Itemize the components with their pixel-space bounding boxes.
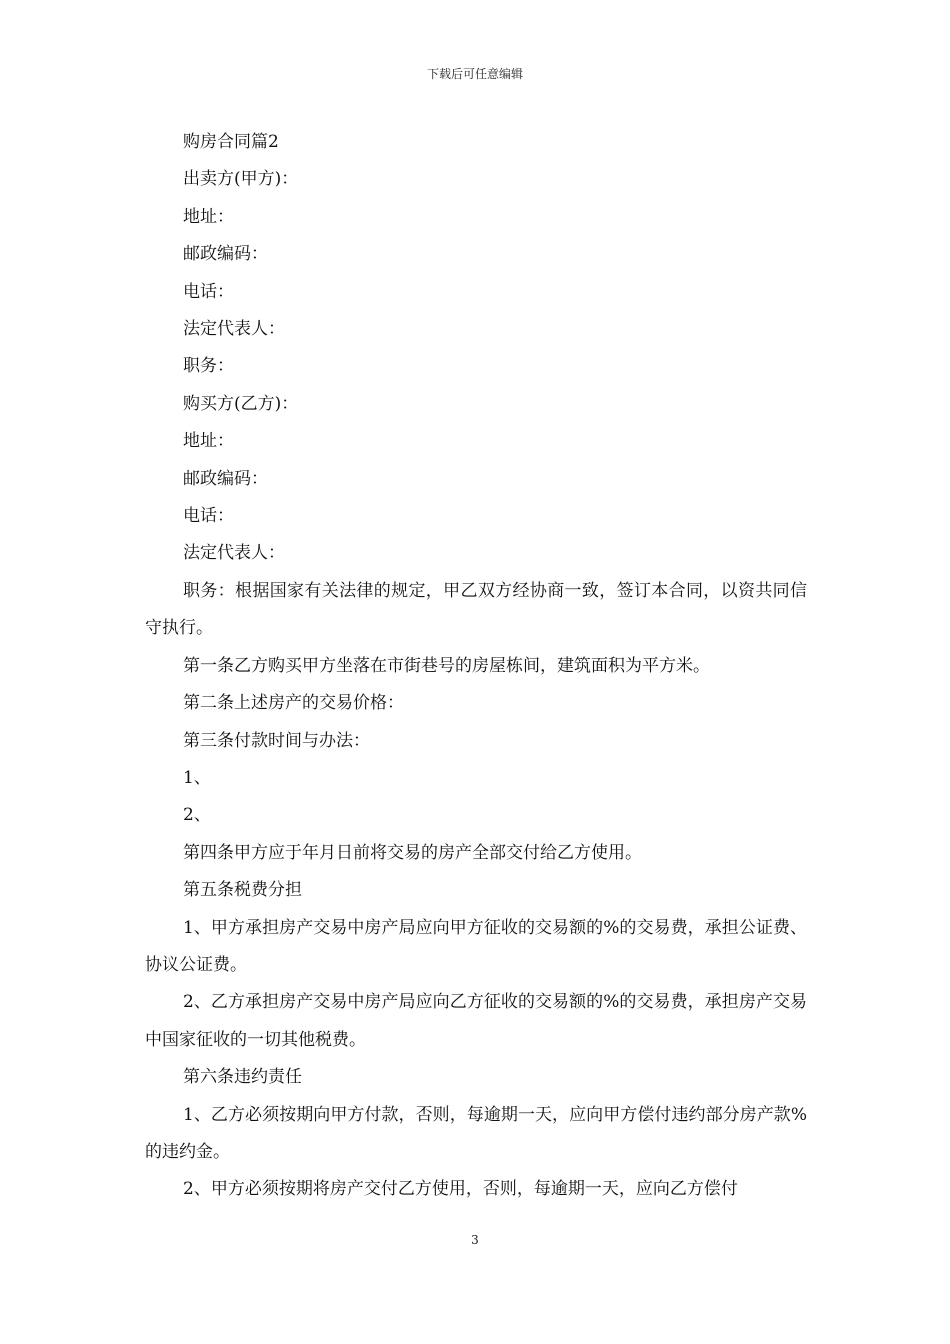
seller-postcode: 邮政编码：: [183, 244, 268, 265]
seller-phone: 电话：: [183, 281, 234, 302]
article-3-item-1: 1、: [183, 767, 211, 788]
buyer-position-preamble: 职务：根据国家有关法律的规定，甲乙双方经协商一致，签订本合同，以资共同信守执行。: [145, 580, 807, 639]
page-number: 3: [471, 1233, 479, 1247]
article-4: 第四条甲方应于年月日前将交易的房产全部交付给乙方使用。: [183, 842, 642, 863]
article-1: 第一条乙方购买甲方坐落在市街巷号的房屋栋间，建筑面积为平方米。: [183, 655, 710, 676]
page-header: 下载后可任意编辑: [426, 67, 523, 81]
article-5-item-1: 1、甲方承担房产交易中房产局应向甲方征收的交易额的%的交易费，承担公证费、协议公证费。: [145, 917, 807, 975]
article-3-item-2: 2、: [183, 805, 211, 826]
buyer-representative: 法定代表人：: [183, 543, 285, 564]
buyer-label: 购买方(乙方)：: [183, 393, 299, 414]
seller-position: 职务：: [183, 356, 234, 377]
buyer-phone: 电话：: [183, 506, 234, 527]
contract-title: 购房合同篇2: [183, 132, 279, 152]
buyer-postcode: 邮政编码：: [183, 468, 268, 489]
article-5: 第五条税费分担: [183, 880, 302, 901]
article-6-item-2: 2、甲方必须按期将房产交付乙方使用，否则，每逾期一天，应向乙方偿付: [183, 1179, 738, 1200]
seller-address: 地址：: [183, 206, 234, 227]
seller-label: 出卖方(甲方)：: [183, 169, 299, 190]
article-6: 第六条违约责任: [183, 1067, 302, 1088]
article-2: 第二条上述房产的交易价格：: [183, 693, 404, 714]
article-5-item-2: 2、乙方承担房产交易中房产局应向乙方征收的交易额的%的交易费，承担房产交易中国家征收的一切其他税费。: [145, 992, 807, 1050]
seller-representative: 法定代表人：: [183, 319, 285, 340]
document-body: [145, 124, 807, 1209]
buyer-address: 地址：: [183, 431, 234, 452]
article-3: 第三条付款时间与办法：: [183, 730, 370, 751]
article-6-item-1: 1、乙方必须按期向甲方付款，否则，每逾期一天，应向甲方偿付违约部分房产款%的违约金。: [145, 1104, 807, 1162]
